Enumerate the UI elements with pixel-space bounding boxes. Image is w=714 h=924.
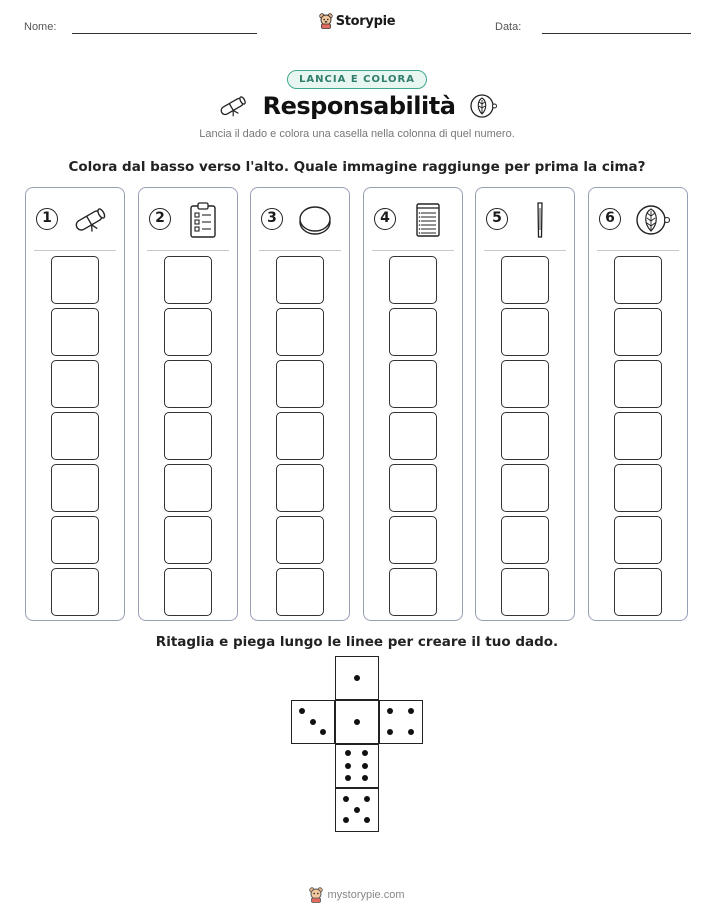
color-box[interactable] — [51, 464, 99, 512]
column-divider — [147, 250, 229, 251]
coin-icon — [295, 200, 335, 240]
leaf-badge-icon — [469, 92, 497, 120]
page-title: Responsabilità — [262, 92, 456, 120]
color-box[interactable] — [164, 568, 212, 616]
color-box[interactable] — [389, 464, 437, 512]
footer-site: mystorypie.com — [327, 889, 405, 901]
die-pip — [387, 729, 393, 735]
diploma-scroll-icon — [217, 93, 249, 119]
column-number: 1 — [36, 208, 58, 230]
color-box[interactable] — [164, 308, 212, 356]
column-number: 5 — [486, 208, 508, 230]
die-pip — [354, 807, 360, 813]
die-pip — [345, 775, 351, 781]
die-face-1 — [335, 700, 379, 744]
column-header — [251, 188, 349, 250]
color-box[interactable] — [51, 256, 99, 304]
color-box[interactable] — [389, 412, 437, 460]
brand-name: Storypie — [335, 13, 396, 29]
stick-icon — [520, 200, 560, 240]
column-2 — [138, 187, 238, 621]
column-header — [26, 188, 124, 250]
diploma-scroll-icon — [70, 200, 110, 240]
color-box[interactable] — [276, 256, 324, 304]
color-box[interactable] — [614, 516, 662, 564]
color-box[interactable] — [164, 256, 212, 304]
leaf-badge-icon — [633, 200, 673, 240]
color-box[interactable] — [276, 308, 324, 356]
die-pip — [408, 708, 414, 714]
color-box[interactable] — [51, 308, 99, 356]
color-box[interactable] — [389, 516, 437, 564]
color-box[interactable] — [614, 256, 662, 304]
instruction: Colora dal basso verso l'alto. Quale immagine raggiunge per prima la cima? — [68, 159, 646, 175]
column-divider — [372, 250, 454, 251]
die-face-4 — [379, 700, 423, 744]
die-pip — [362, 750, 368, 756]
die-pip — [364, 817, 370, 823]
color-box[interactable] — [389, 308, 437, 356]
footer — [0, 887, 714, 903]
die-pip — [364, 796, 370, 802]
column-header — [139, 188, 237, 250]
color-box[interactable] — [389, 360, 437, 408]
color-box[interactable] — [276, 464, 324, 512]
color-box[interactable] — [614, 412, 662, 460]
die-pip — [387, 708, 393, 714]
color-box[interactable] — [501, 568, 549, 616]
color-box[interactable] — [501, 464, 549, 512]
color-box[interactable] — [276, 412, 324, 460]
die-face-1 — [335, 656, 379, 700]
brand-logo — [0, 13, 714, 33]
color-box[interactable] — [389, 256, 437, 304]
date-line[interactable] — [542, 33, 691, 34]
die-pip — [345, 750, 351, 756]
die-face-6 — [335, 744, 379, 788]
color-box[interactable] — [164, 360, 212, 408]
die-pip — [354, 719, 360, 725]
column-header — [364, 188, 462, 250]
column-header — [589, 188, 687, 250]
clipboard-checklist-icon — [183, 200, 223, 240]
subtitle: Lancia il dado e colora una casella nella colonna di quel numero. — [199, 128, 515, 140]
color-box[interactable] — [276, 360, 324, 408]
column-divider — [597, 250, 679, 251]
name-label: Nome: — [24, 21, 57, 33]
die-pip — [343, 817, 349, 823]
column-number: 3 — [261, 208, 283, 230]
color-box[interactable] — [501, 412, 549, 460]
activity-badge: LANCIA E COLORA — [0, 67, 714, 89]
column-4 — [363, 187, 463, 621]
die-pip — [362, 763, 368, 769]
column-divider — [34, 250, 116, 251]
color-box[interactable] — [501, 360, 549, 408]
column-number: 2 — [149, 208, 171, 230]
color-box[interactable] — [276, 568, 324, 616]
bear-mascot-icon — [309, 887, 323, 903]
color-box[interactable] — [164, 412, 212, 460]
bear-mascot-icon — [319, 13, 333, 29]
die-face-3 — [291, 700, 335, 744]
color-box[interactable] — [614, 568, 662, 616]
die-pip — [343, 796, 349, 802]
date-label: Data: — [495, 21, 522, 33]
color-box[interactable] — [614, 464, 662, 512]
column-6 — [588, 187, 688, 621]
color-box[interactable] — [389, 568, 437, 616]
color-box[interactable] — [501, 308, 549, 356]
color-box[interactable] — [501, 516, 549, 564]
die-pip — [362, 775, 368, 781]
title-row — [0, 92, 714, 120]
color-box[interactable] — [164, 516, 212, 564]
die-pip — [408, 729, 414, 735]
column-number: 4 — [374, 208, 396, 230]
column-1 — [25, 187, 125, 621]
color-box[interactable] — [164, 464, 212, 512]
notepad-list-icon — [408, 200, 448, 240]
die-pip — [320, 729, 326, 735]
color-box[interactable] — [276, 516, 324, 564]
die-pip — [299, 708, 305, 714]
die-pip — [354, 675, 360, 681]
die-pip — [310, 719, 316, 725]
column-header — [476, 188, 574, 250]
color-box[interactable] — [51, 568, 99, 616]
name-line[interactable] — [72, 33, 257, 34]
color-box[interactable] — [501, 256, 549, 304]
color-box[interactable] — [614, 360, 662, 408]
color-box[interactable] — [51, 516, 99, 564]
die-pip — [345, 763, 351, 769]
column-5 — [475, 187, 575, 621]
column-divider — [259, 250, 341, 251]
cut-instruction: Ritaglia e piega lungo le linee per creare il tuo dado. — [155, 634, 559, 650]
column-number: 6 — [599, 208, 621, 230]
column-3 — [250, 187, 350, 621]
color-box[interactable] — [614, 308, 662, 356]
color-box[interactable] — [51, 412, 99, 460]
column-divider — [484, 250, 566, 251]
color-box[interactable] — [51, 360, 99, 408]
die-face-5 — [335, 788, 379, 832]
